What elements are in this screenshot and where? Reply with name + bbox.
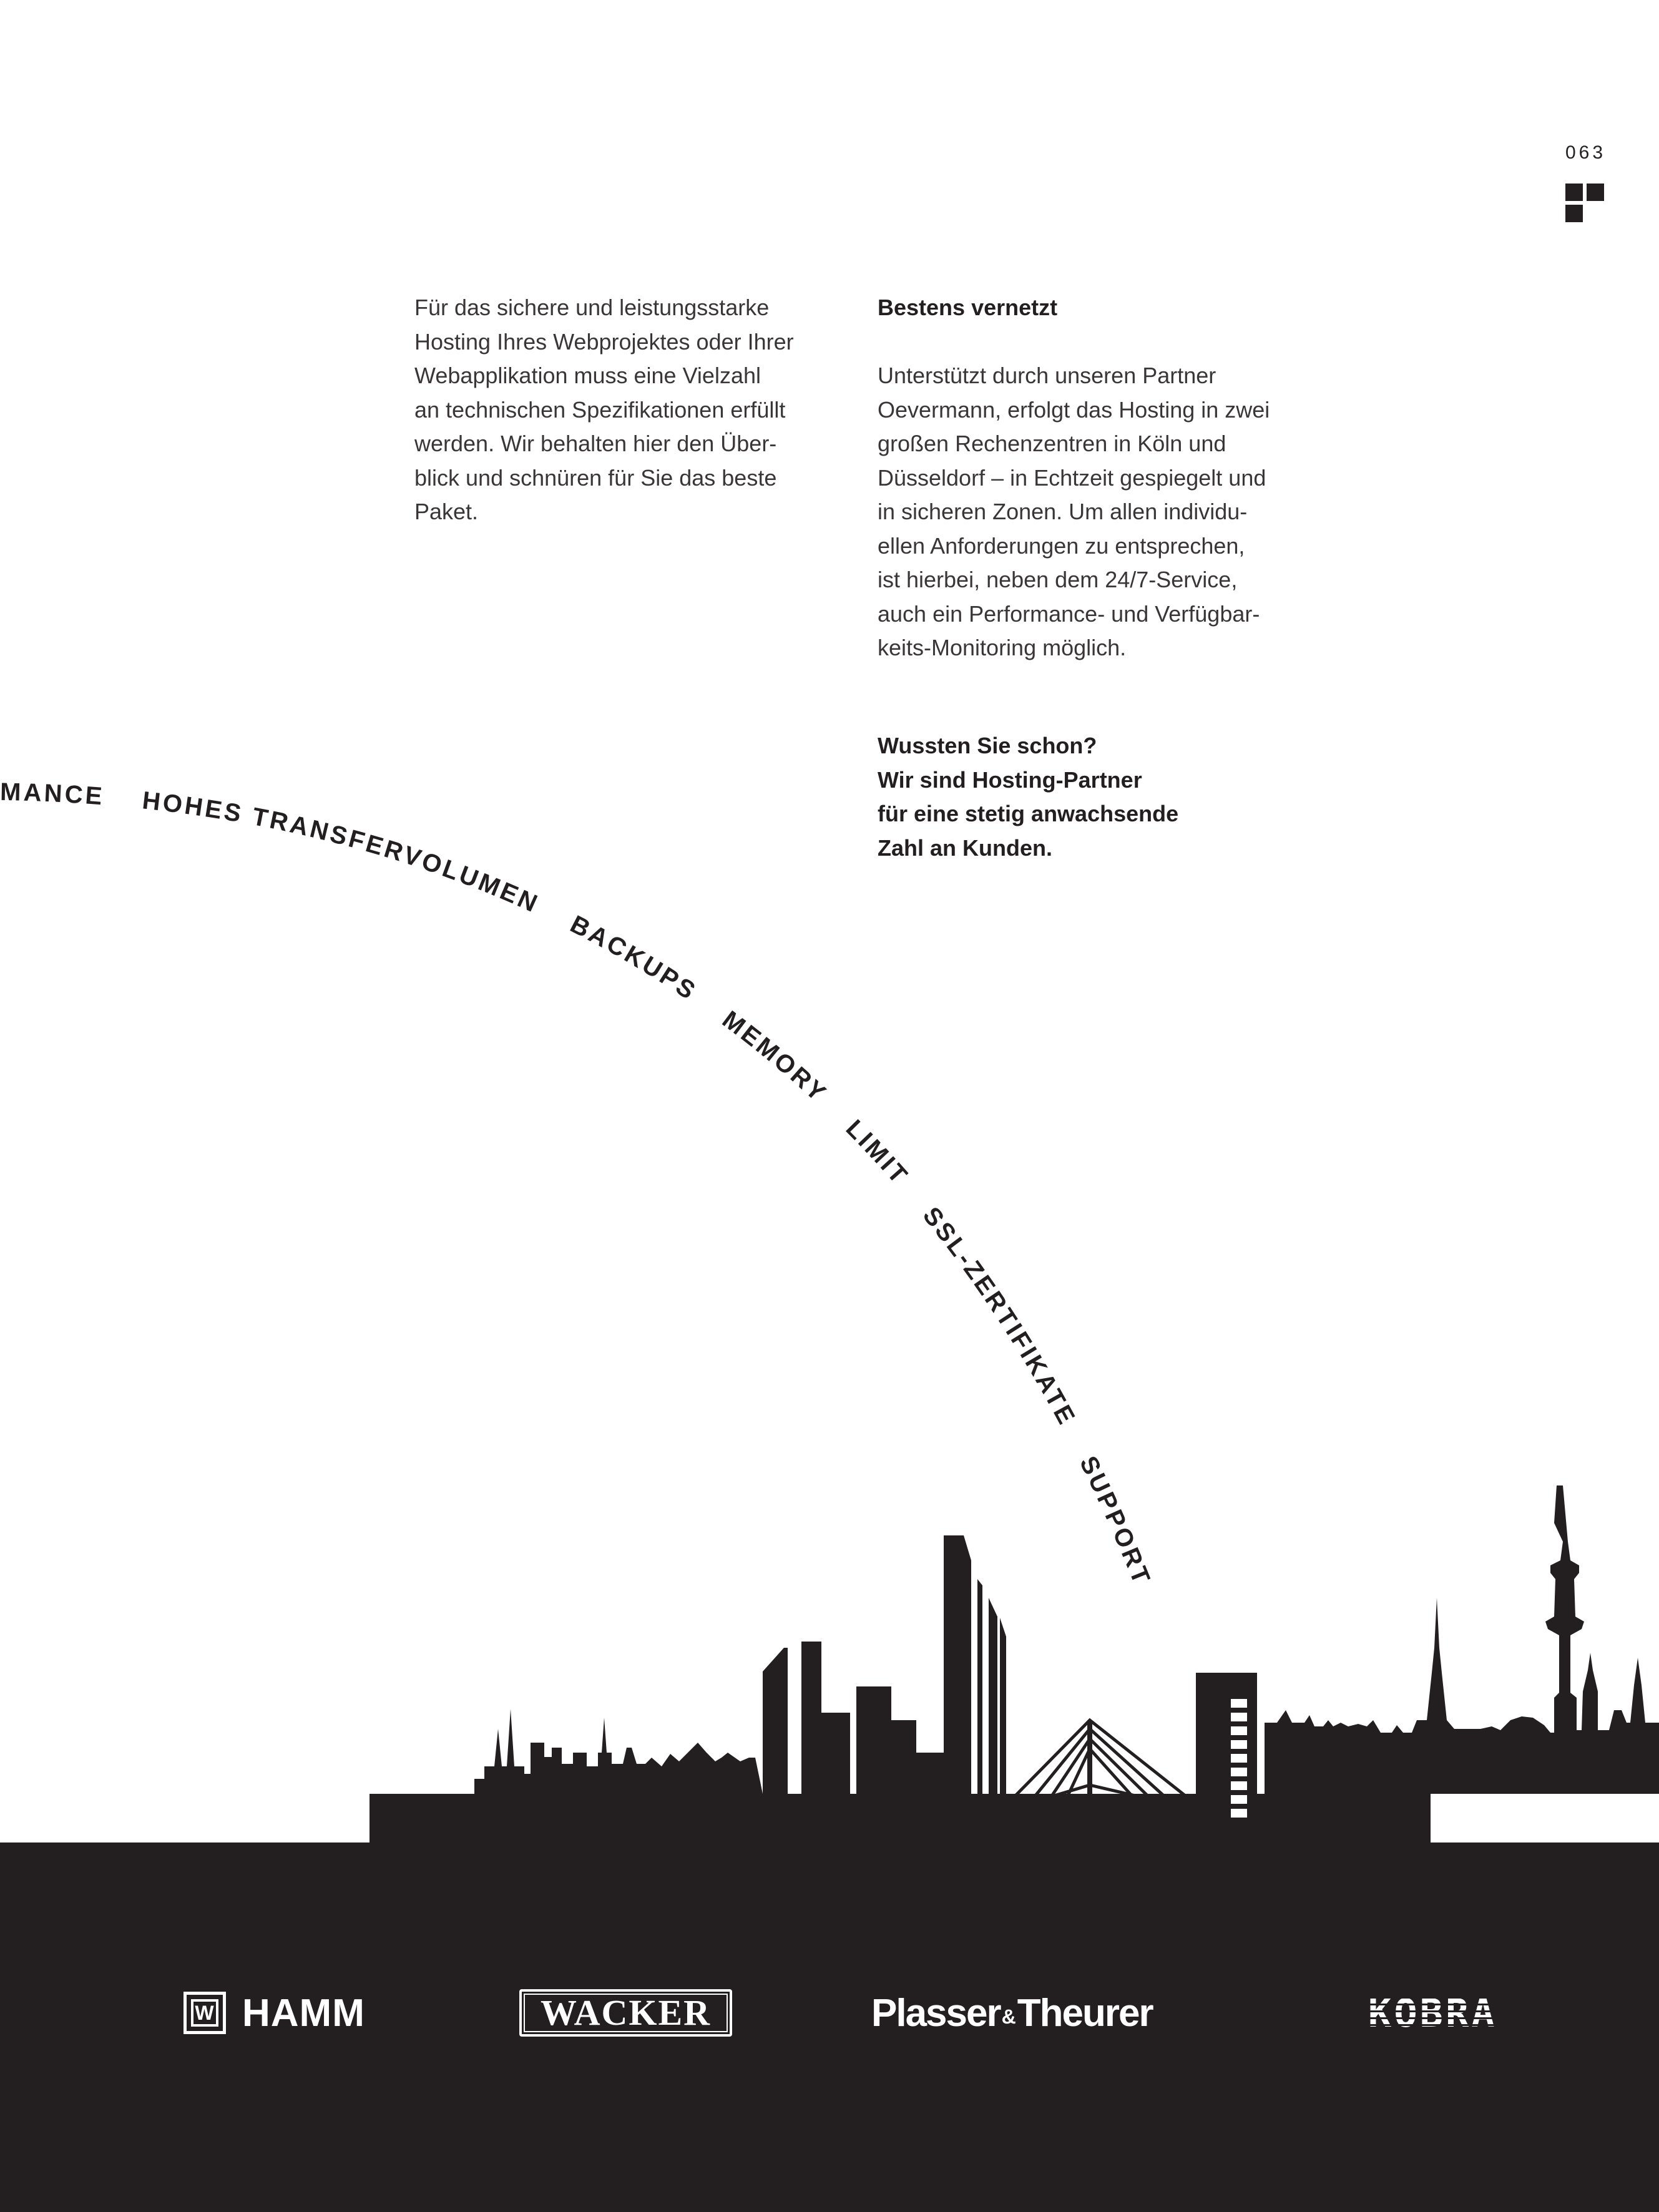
client-logos [0,1985,1659,2041]
wacker-wordmark: WACKER [519,1989,732,2037]
network-line: ellen Anforderungen zu entsprechen, [878,532,1245,559]
network-section [878,291,1314,665]
network-line: Unterstützt durch unseren Partner [878,363,1216,388]
intro-line: blick und schnüren für Sie das beste [414,464,777,491]
logo-wacker [519,1985,732,2041]
brand-logo-icon [1565,184,1604,222]
fact-line: für eine stetig anwachsende [878,801,1179,826]
logo-plasser-theurer [871,1985,1153,2041]
fact-line: Wir sind Hosting-Partner [878,766,1142,793]
network-line: Düsseldorf – in Echtzeit gespiegelt und [878,464,1266,491]
network-line: ist hierbei, neben dem 24/7-Service, [878,567,1238,592]
intro-line: Webapplikation muss eine Vielzahl [414,363,761,388]
feature-arc-path-text: MANCE HOHES TRANSFERVOLUMEN BACKUPS MEMORY LIMIT SSL-ZERTIFIKATE SUPPORT [0,778,1156,1590]
network-line: keits-Monitoring möglich. [878,635,1127,660]
page-number: 063 [1565,142,1607,163]
theurer-wordmark: Theurer [1017,1991,1153,2035]
logo-hamm [184,1985,365,2041]
hamm-wordmark: HAMM [242,1991,365,2035]
logo-kobra: KOBRA [1368,1985,1497,2041]
network-line: auch ein Performance- und Verfügbar- [878,600,1260,627]
hamm-emblem-icon [184,1992,226,2034]
intro-paragraph [414,291,814,529]
intro-line: Hosting Ihres Webprojektes oder Ihrer [414,328,794,355]
intro-line: werden. Wir behalten hier den Über- [414,431,777,456]
network-paragraph [878,359,1314,665]
network-heading: Bestens vernetzt [878,295,1058,320]
plasser-wordmark: Plasser [871,1991,1001,2035]
network-line: in sicheren Zonen. Um allen individu- [878,499,1248,524]
city-skyline [0,1429,1659,2212]
network-line: großen Rechenzentren in Köln und [878,431,1226,456]
intro-line: an technischen Spezifikationen erfüllt [414,396,786,423]
fact-line: Zahl an Kunden. [878,834,1053,861]
fact-callout [878,729,1178,865]
plasser-ampersand: & [1001,2005,1016,2028]
network-line: Oevermann, erfolgt das Hosting in zwei [878,396,1270,423]
hamm-emblem-letter: W [191,1999,218,2027]
intro-line: Für das sichere und leistungsstarke [414,295,770,320]
fact-line: Wussten Sie schon? [878,733,1097,758]
intro-line: Paket. [414,499,479,524]
